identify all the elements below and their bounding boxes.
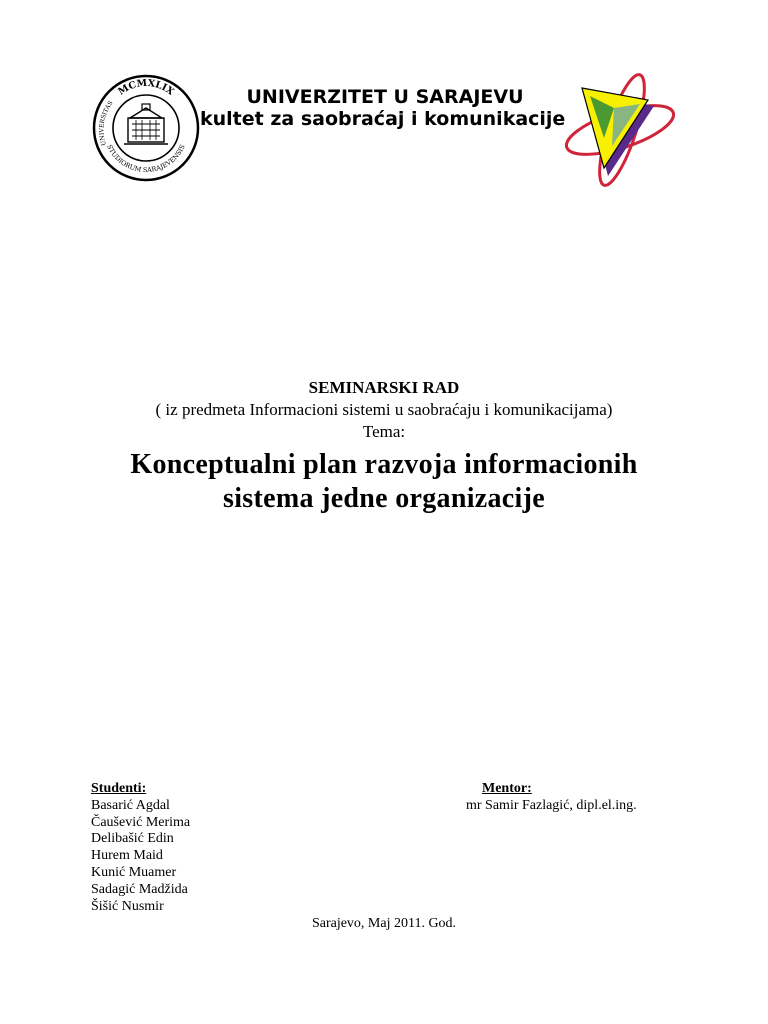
- student-name: Hurem Maid: [91, 848, 163, 864]
- svg-text:MCMXLIX: MCMXLIX: [116, 77, 176, 98]
- document-title-line-1: Konceptualni plan razvoja informacionih: [130, 449, 638, 480]
- subject-line: ( iz predmeta Informacioni sistemi u saobraćaju i komunikacijama): [155, 400, 613, 419]
- document-type: SEMINARSKI RAD: [308, 378, 460, 397]
- students-header: Studenti:: [91, 781, 147, 796]
- student-name: Basarić Agdal: [91, 797, 170, 813]
- svg-text:STUDIORUM SARAJEVENSIS: STUDIORUM SARAJEVENSIS: [105, 143, 187, 175]
- university-name: UNIVERZITET U SARAJEVU: [246, 86, 524, 108]
- student-name: Šišić Nusmir: [91, 898, 164, 914]
- student-name: Sadagić Madžida: [91, 881, 188, 897]
- svg-text:UNIVERSITAS: UNIVERSITAS: [98, 99, 115, 147]
- faculty-logo: [560, 68, 682, 192]
- place-and-date: Sarajevo, Maj 2011. God.: [311, 916, 457, 931]
- student-name: Kunić Muamer: [91, 864, 177, 880]
- students-list: [91, 781, 190, 915]
- document-title-line-2: sistema jedne organizacije: [223, 483, 545, 514]
- mentor-header: Mentor:: [482, 781, 532, 796]
- faculty-name: kultet za saobraćaj i komunikacije: [200, 108, 566, 130]
- mentor-name: mr Samir Fazlagić, dipl.el.ing.: [466, 798, 637, 813]
- student-name: Delibašić Edin: [91, 831, 174, 847]
- topic-label: Tema:: [362, 422, 406, 441]
- student-name: Čaušević Merima: [91, 814, 191, 830]
- university-seal-logo: [92, 74, 200, 182]
